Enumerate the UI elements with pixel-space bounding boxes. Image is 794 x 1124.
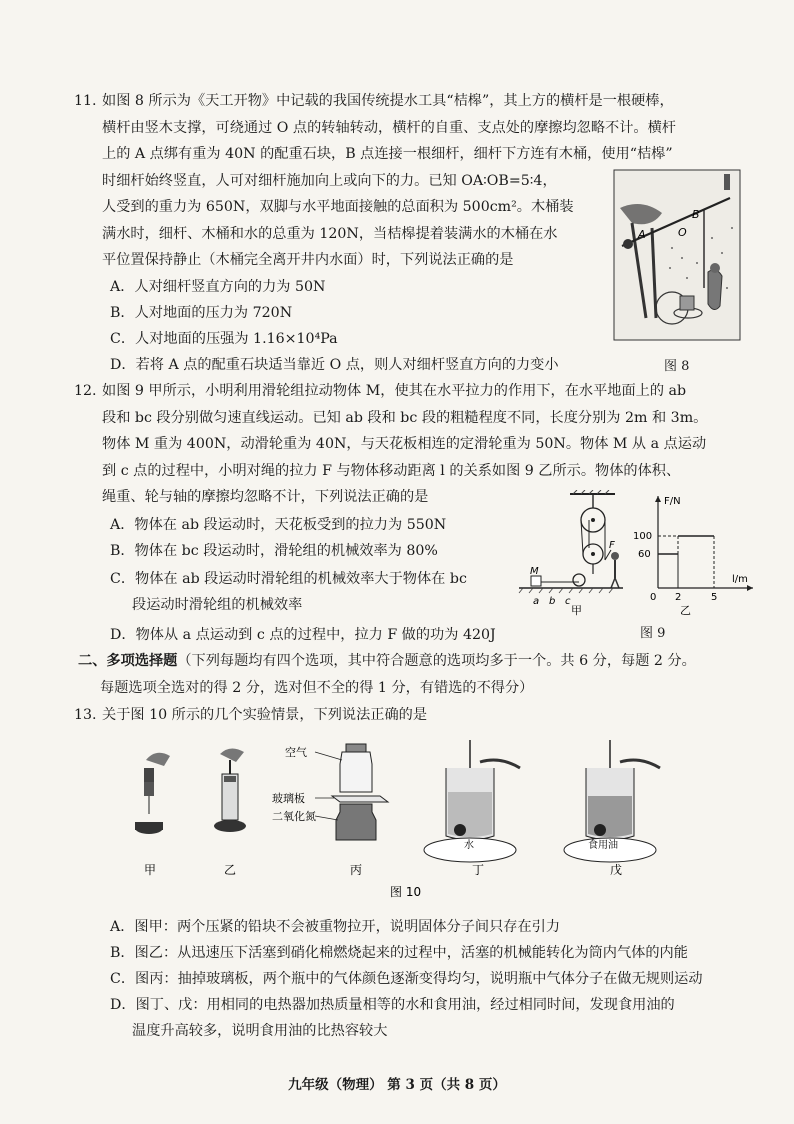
graph-ylabel: F/N <box>664 496 681 507</box>
q11-line: 横杆由竖木支撑，可绕通过 O 点的转轴转动，横杆的自重、支点处的摩擦均忽略不计。横杆 <box>102 119 676 136</box>
fig10-ding-water-beaker <box>424 740 520 862</box>
q12-option-a: A．物体在 ab 段运动时，天花板受到的拉力为 550N <box>110 517 447 533</box>
fig9-jia: 甲 <box>571 604 582 617</box>
fig9-label-f: F <box>609 540 615 551</box>
q12-option-c: C．物体在 ab 段运动时滑轮组的机械效率大于物体在 bc <box>110 571 467 587</box>
page-footer: 九年级（物理） 第 3 页（共 8 页） <box>288 1077 506 1093</box>
q11-option-c: C．人对地面的压强为 1.16×10⁴Pa <box>110 331 338 347</box>
q11-line: 满水时，细杆、木桶和水的总重为 120N，当桔槔提着装满水的木桶在水 <box>102 225 558 242</box>
question-13 <box>74 702 738 729</box>
q12-line: 如图 9 甲所示，小明利用滑轮组拉动物体 M，使其在水平拉力的作用下，在水平地面上的 ab <box>102 383 687 399</box>
q12-line: 物体 M 重为 400N，动滑轮重为 40N，与天花板相连的定滑轮重为 50N。物体 M 从 a 点运动 <box>102 436 707 452</box>
fig8-label-a: A <box>638 228 646 241</box>
q11-line: 时细杆始终竖直，人可对细杆施加向上或向下的力。已知 OA∶OB=5∶4， <box>102 172 557 189</box>
graph-xtick-5: 5 <box>711 592 718 603</box>
q13-option-a: A．图甲：两个压紧的铅块不会被重物拉开，说明固体分子间只存在引力 <box>110 919 561 935</box>
well-sweep-illustration <box>612 168 742 343</box>
figure-9-pulley <box>515 490 625 620</box>
wu-label-oil: 食用油 <box>588 840 618 851</box>
fig10-yi-piston <box>214 748 246 832</box>
figure-8-caption: 图 8 <box>664 359 690 374</box>
graph-xtick-2: 2 <box>675 592 682 603</box>
fig9-label-b: b <box>549 596 556 607</box>
q12-line: 段和 bc 段分别做匀速直线运动。已知 ab 段和 bc 段的粗糙程度不同，长度分别为 2m 和 3m。 <box>102 409 708 426</box>
q11-line: 人受到的重力为 650N，双脚与水平地面接触的总面积为 500cm²。木桶装 <box>102 199 574 215</box>
question-number: 13. <box>74 707 97 723</box>
ding-label-water: 水 <box>464 840 474 851</box>
q11-line: 上的 A 点绑有重为 40N 的配重石块，B 点连接一根细杆，细杆下方连有木桶，使用“桔槔” <box>102 146 673 162</box>
fig8-label-b: B <box>692 208 700 221</box>
q12-option-c-cont: 段运动时滑轮组的机械效率 <box>132 597 303 613</box>
graph-xlabel: l/m <box>732 574 748 585</box>
bing-label-air: 空气 <box>285 746 307 759</box>
section-desc-2: 每题选项全选对的得 2 分，选对但不全的得 1 分，有错选的不得分） <box>100 680 534 696</box>
graph-ytick-60: 60 <box>638 549 651 560</box>
bing-label-no2: 二氧化氮 <box>272 810 316 823</box>
fig10-label-ding: 丁 <box>472 863 485 877</box>
object-m <box>531 576 541 586</box>
q11-option-a: A．人对细杆竖直方向的力为 50N <box>110 279 326 295</box>
figure-9-caption: 图 9 <box>640 626 666 641</box>
q13-option-c: C．图丙：抽掉玻璃板，两个瓶中的气体颜色逐渐变得均匀，说明瓶中气体分子在做无规则运动 <box>110 971 703 987</box>
graph-xtick-0: 0 <box>650 592 657 603</box>
section-2-header <box>78 648 778 675</box>
fig9-yi: 乙 <box>680 604 691 617</box>
q11-option-b: B．人对地面的压力为 720N <box>110 305 293 321</box>
fig10-wu-oil-beaker <box>564 740 660 862</box>
fig9-label-a: a <box>533 596 540 607</box>
q12-option-d: D．物体从 a 点运动到 c 点的过程中，拉力 F 做的功为 420J <box>110 627 496 643</box>
fig9-label-m: M <box>530 566 539 577</box>
q12-line: 到 c 点的过程中，小明对绳的拉力 F 与物体移动距离 l 的关系如图 9 乙所示。物体的体积、 <box>102 462 681 479</box>
fig10-label-wu: 戊 <box>610 863 623 877</box>
fig10-label-yi: 乙 <box>224 863 237 877</box>
fig10-bing-bottles <box>272 744 388 840</box>
fig9-label-c: c <box>565 596 571 607</box>
q11-line: 平位置保持静止（木桶完全离开井内水面）时，下列说法正确的是 <box>102 252 514 268</box>
question-number: 11. <box>74 93 97 109</box>
q12-line: 绳重、轮与轴的摩擦均忽略不计，下列说法正确的是 <box>102 489 429 505</box>
figure-10 <box>120 740 700 900</box>
fig10-jia-lead-blocks <box>135 753 170 834</box>
section-desc: （下列每题均有四个选项，其中符合题意的选项均多于一个。共 6 分，每题 2 分。 <box>177 653 696 669</box>
q13-option-d-cont: 温度升高较多，说明食用油的比热容较大 <box>132 1023 388 1039</box>
q13-option-b: B．图乙：从迅速压下活塞到硝化棉燃烧起来的过程中，活塞的机械能转化为筒内气体的内能 <box>110 945 688 961</box>
q13-stem: 关于图 10 所示的几个实验情景，下列说法正确的是 <box>102 707 428 723</box>
fig10-label-jia: 甲 <box>144 863 157 877</box>
question-number: 12. <box>74 383 97 399</box>
q12-option-b: B．物体在 bc 段运动时，滑轮组的机械效率为 80% <box>110 543 438 559</box>
graph-ytick-100: 100 <box>633 531 653 542</box>
figure-9-graph <box>628 488 758 618</box>
q13-option-d: D．图丁、戊：用相同的电热器加热质量相等的水和食用油，经过相同时间，发现食用油的 <box>110 997 675 1013</box>
q11-line: 如图 8 所示为《天工开物》中记载的我国传统提水工具“桔槔”，其上方的横杆是一根硬棒， <box>102 93 674 109</box>
figure-10-caption: 图 10 <box>390 885 422 899</box>
section-title: 二、多项选择题 <box>78 653 178 669</box>
fig8-label-o: O <box>678 226 687 239</box>
bing-label-glass: 玻璃板 <box>272 792 305 805</box>
q11-option-d: D．若将 A 点的配重石块适当靠近 O 点，则人对细杆竖直方向的力变小 <box>110 357 559 373</box>
figure-8 <box>612 168 742 343</box>
fig10-label-bing: 丙 <box>350 863 363 877</box>
